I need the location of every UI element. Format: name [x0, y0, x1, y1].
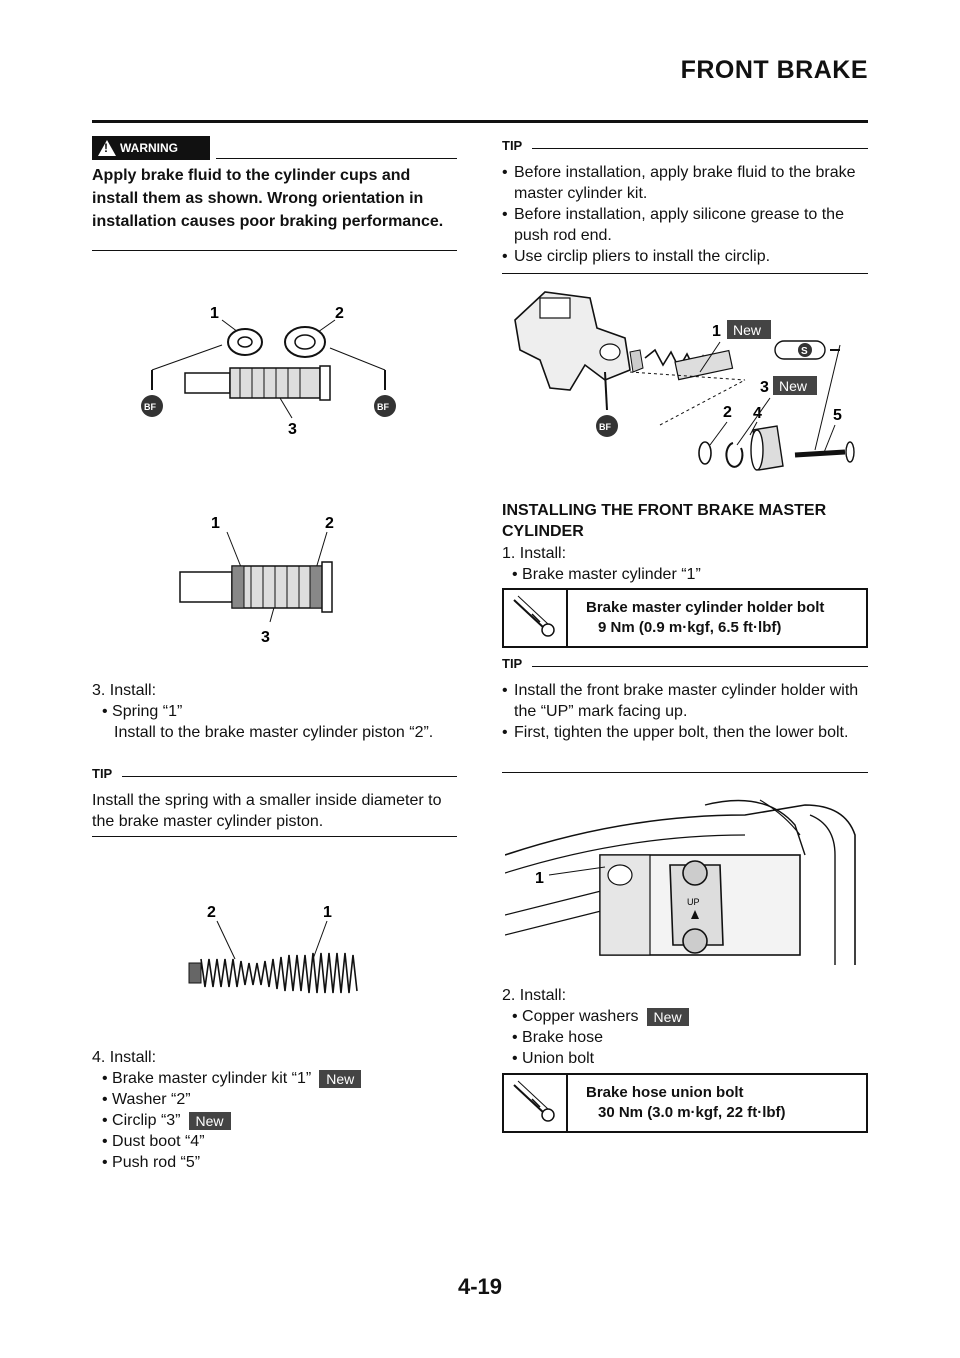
torque-wrench-icon [504, 590, 564, 646]
tip-2-item-1: Before installation, apply brake fluid to the brake master cylinder kit. [514, 164, 856, 202]
new-tag: New [319, 1070, 361, 1088]
step-2: 2. Install: • Copper washers New • Brake hose • Union bolt [502, 985, 868, 1069]
fig-label-1: 1 [211, 515, 220, 532]
kit-new-1: New [733, 322, 762, 338]
tip-2-item-2: Before installation, apply silicone grease to the push rod end. [514, 206, 844, 244]
step-2-item-copper-washers: Copper washers [522, 1008, 639, 1025]
bf-right-icon: BF [377, 402, 389, 412]
torque-2-value: 30 Nm (3.0 m·kgf, 22 ft·lbf) [598, 1104, 786, 1121]
figure-spring [185, 895, 365, 995]
figure-piston [175, 510, 355, 650]
warning-rule [216, 158, 457, 159]
fig-label-2: 2 [207, 904, 216, 921]
kit-label-2: 2 [723, 404, 732, 421]
step-4-item-washer: Washer “2” [112, 1091, 191, 1108]
section-step-1-item: Brake master cylinder “1” [522, 566, 701, 583]
torque-wrench-icon [504, 1075, 564, 1131]
kit-label-3: 3 [760, 379, 769, 396]
torque-cell [504, 590, 568, 646]
warning-icon: ! [98, 140, 116, 156]
step-4-heading: 4. Install: [92, 1049, 157, 1066]
figure-master-cylinder-kit [505, 280, 865, 480]
tip-2-item-3: Use circlip pliers to install the circlip. [514, 248, 771, 265]
section-step-1: 1. Install: • Brake master cylinder “1” [502, 543, 868, 585]
tip-3-end-rule [502, 772, 868, 773]
page-number: 4-19 [457, 1274, 503, 1299]
kit-label-5: 5 [833, 407, 842, 424]
header-rule [92, 120, 868, 123]
tip-3-label: TIP [502, 656, 523, 671]
tip-3-list: • Install the front brake master cylinder holder with the “UP” mark facing up. • First, tighten the upper bolt, then the lower bolt. [502, 680, 868, 743]
step-4-item-kit: Brake master cylinder kit “1” [112, 1070, 312, 1087]
section-title: INSTALLING THE FRONT BRAKE MASTER CYLINDER [502, 502, 827, 540]
fig-label-2: 2 [335, 305, 344, 322]
figure-holder [505, 795, 865, 985]
tip-1-text: Install the spring with a smaller inside diameter to the brake master cylinder piston. [92, 792, 442, 830]
kit-label-4: 4 [753, 405, 762, 422]
tip-3-header [502, 656, 868, 672]
step-2-heading: 2. Install: [502, 987, 567, 1004]
warning-header [92, 136, 457, 162]
step-4-item-dust-boot: Dust boot “4” [112, 1133, 205, 1150]
warning-text: Apply brake fluid to the cylinder cups and install them as shown. Wrong orientation in installation causes poor braking performance. [92, 167, 444, 230]
torque-spec-2 [502, 1073, 868, 1133]
tip-1-end-rule [92, 836, 457, 837]
warning-end-rule [92, 250, 457, 251]
step-4-item-push-rod: Push rod “5” [112, 1154, 201, 1171]
tip-2-header [502, 138, 868, 154]
fig-label-3: 3 [261, 629, 270, 646]
up-mark: UP [687, 897, 700, 907]
tip-1-label: TIP [92, 766, 113, 781]
page-title: FRONT BRAKE [680, 56, 868, 84]
step-3-item-spring: Spring “1” [112, 703, 183, 720]
bf-left-icon: BF [144, 402, 156, 412]
torque-2-name: Brake hose union bolt [586, 1084, 744, 1101]
torque-1-value: 9 Nm (0.9 m·kgf, 6.5 ft·lbf) [598, 619, 782, 636]
warning-label: WARNING [120, 141, 178, 155]
warning-badge [92, 136, 210, 160]
step-3-note: Install to the brake master cylinder piston “2”. [114, 724, 434, 741]
kit-new-3: New [779, 378, 808, 394]
section-step-1-heading: 1. Install: [502, 545, 567, 562]
new-tag: New [647, 1008, 689, 1026]
kit-label-1: 1 [712, 323, 721, 340]
step-4-item-circlip: Circlip “3” [112, 1112, 181, 1129]
step-2-item-brake-hose: Brake hose [522, 1029, 603, 1046]
step-3: 3. Install: • Spring “1” Install to the brake master cylinder piston “2”. [92, 680, 457, 743]
fig-label-3: 3 [288, 421, 297, 438]
fig-label-1: 1 [323, 904, 332, 921]
bf-icon: BF [599, 422, 611, 432]
tip-1-header [92, 766, 457, 782]
fig-label-2: 2 [325, 515, 334, 532]
holder-label-1: 1 [535, 870, 544, 887]
tip-2-label: TIP [502, 138, 523, 153]
tip-2-list: • Before installation, apply brake fluid to the brake master cylinder kit. • Before installation, apply silicone grease to the push rod end. • Use circlip pliers to install the circlip. [502, 162, 868, 267]
silicone-grease-icon: S [801, 346, 808, 357]
step-2-item-union-bolt: Union bolt [522, 1050, 595, 1067]
fig-label-1: 1 [210, 305, 219, 322]
figure-cylinder-cups [130, 290, 430, 440]
step-3-heading: 3. Install: [92, 682, 157, 699]
torque-spec-1 [502, 588, 868, 648]
step-4: 4. Install: • Brake master cylinder kit “1” New • Washer “2” • Circlip “3” New • Dust boot “4” • Push rod “5” [92, 1047, 457, 1173]
tip-2-end-rule [502, 273, 868, 274]
torque-1-name: Brake master cylinder holder bolt [586, 599, 825, 616]
new-tag: New [189, 1112, 231, 1130]
tip-3-item-1: Install the front brake master cylinder holder with the “UP” mark facing up. [514, 682, 859, 720]
torque-cell [504, 1075, 568, 1131]
tip-3-item-2: First, tighten the upper bolt, then the lower bolt. [514, 724, 849, 741]
